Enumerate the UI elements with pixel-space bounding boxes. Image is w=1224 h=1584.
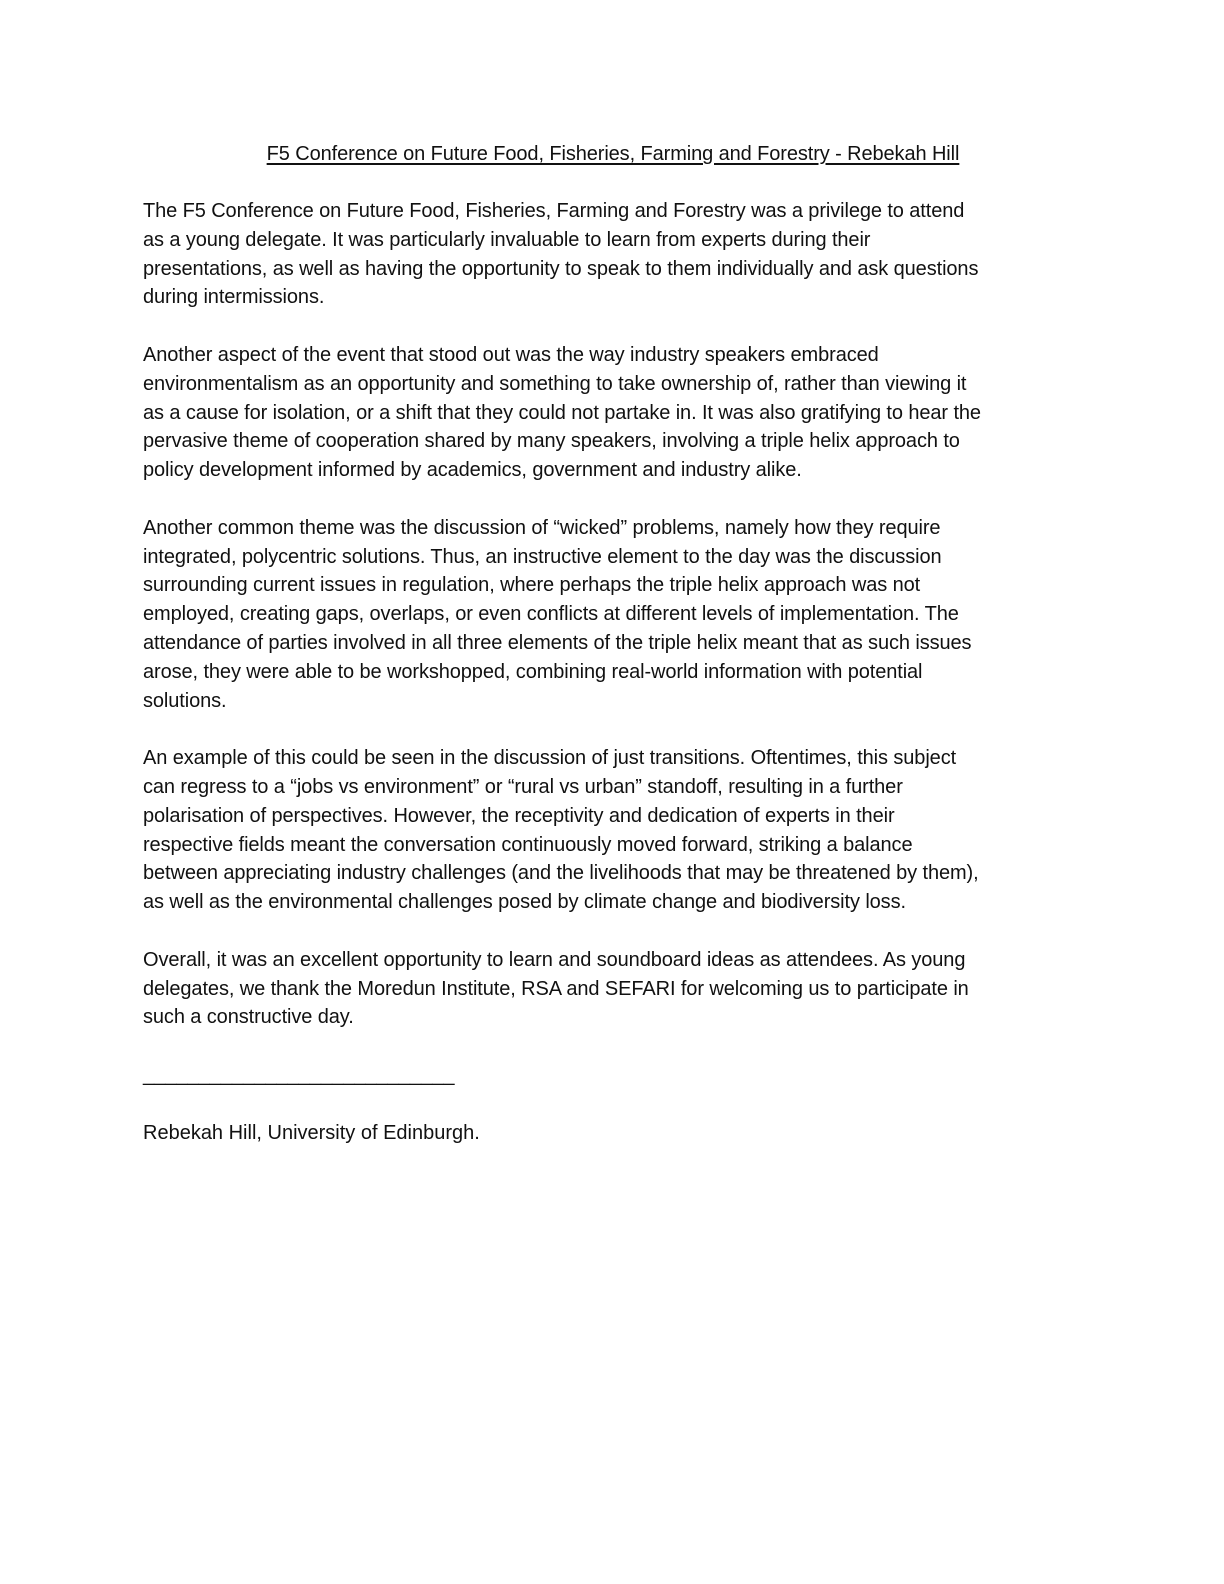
paragraph-line: Overall, it was an excellent opportunity to learn and soundboard ideas as attendees. As young — [143, 948, 966, 971]
document-page — [143, 140, 1083, 1147]
paragraph-line: such a constructive day. — [143, 1006, 354, 1029]
paragraph-5 — [143, 946, 1083, 1032]
paragraph-line: can regress to a “jobs vs environment” or “rural vs urban” standoff, resulting in a further — [143, 775, 903, 798]
paragraph-line: integrated, polycentric solutions. Thus, an instructive element to the day was the discussion — [143, 545, 942, 568]
paragraph-line: pervasive theme of cooperation shared by many speakers, involving a triple helix approach to — [143, 430, 960, 453]
paragraph-1 — [143, 197, 1083, 312]
paragraph-line: surrounding current issues in regulation, where perhaps the triple helix approach was not — [143, 574, 921, 597]
paragraph-line: Another aspect of the event that stood out was the way industry speakers embraced — [143, 343, 879, 366]
paragraph-line: between appreciating industry challenges (and the livelihoods that may be threatened by them), — [143, 862, 979, 885]
paragraph-4 — [143, 744, 1083, 917]
paragraph-line: respective fields meant the conversation continuously moved forward, striking a balance — [143, 833, 913, 856]
paragraph-line: arose, they were able to be workshopped, combining real-world information with potential — [143, 660, 923, 683]
paragraph-line: Another common theme was the discussion of “wicked” problems, namely how they require — [143, 516, 941, 539]
document-title: F5 Conference on Future Food, Fisheries, Farming and Forestry - Rebekah Hill — [266, 143, 960, 165]
paragraph-line: polarisation of perspectives. However, the receptivity and dedication of experts in their — [143, 804, 895, 827]
paragraph-line: during intermissions. — [143, 286, 325, 309]
paragraph-2 — [143, 341, 1083, 485]
paragraph-line: An example of this could be seen in the discussion of just transitions. Oftentimes, this subject — [143, 747, 957, 770]
paragraph-line: employed, creating gaps, overlaps, or even conflicts at different levels of implementation. The — [143, 603, 959, 626]
paragraph-line: environmentalism as an opportunity and something to take ownership of, rather than viewing it — [143, 372, 967, 395]
paragraph-line: as a cause for isolation, or a shift that they could not partake in. It was also gratifying to hear the — [143, 401, 981, 424]
paragraph-line: presentations, as well as having the opportunity to speak to them individually and ask questions — [143, 257, 979, 280]
signature-line: ____________________________ — [143, 1063, 455, 1086]
paragraph-3 — [143, 514, 1083, 716]
paragraph-line: as a young delegate. It was particularly invaluable to learn from experts during their — [143, 228, 871, 251]
paragraph-line: delegates, we thank the Moredun Institute, RSA and SEFARI for welcoming us to participate in — [143, 977, 969, 1000]
paragraph-line: as well as the environmental challenges posed by climate change and biodiversity loss. — [143, 891, 906, 914]
paragraph-line: The F5 Conference on Future Food, Fisheries, Farming and Forestry was a privilege to attend — [143, 200, 965, 222]
paragraph-line: attendance of parties involved in all three elements of the triple helix meant that as such issues — [143, 631, 972, 654]
paragraph-line: solutions. — [143, 689, 227, 712]
author-signature: Rebekah Hill, University of Edinburgh. — [143, 1121, 480, 1144]
paragraph-line: policy development informed by academics, government and industry alike. — [143, 459, 802, 482]
